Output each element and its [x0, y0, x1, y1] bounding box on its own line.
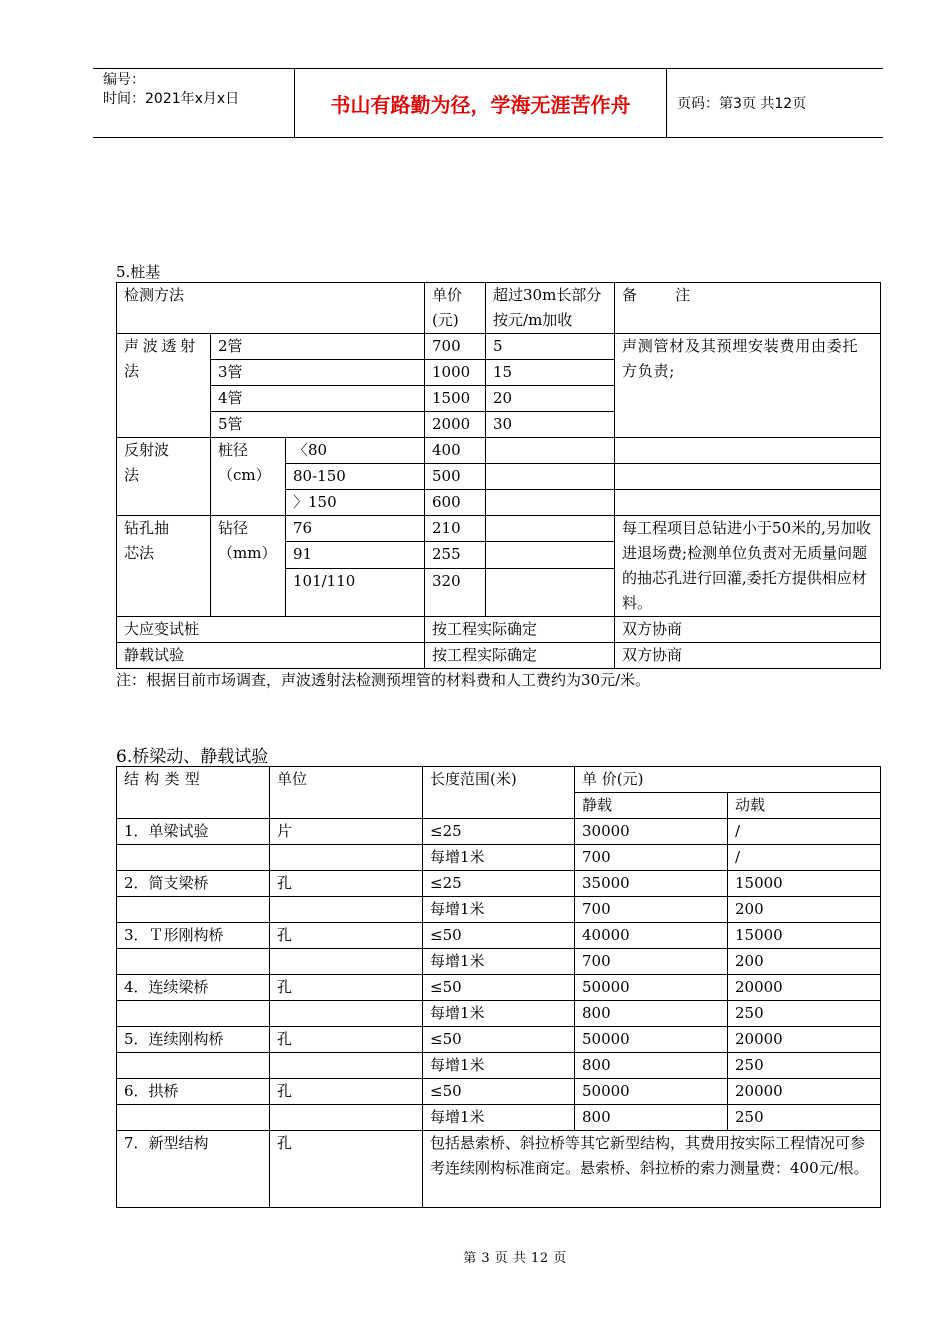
- table-row: [117, 1079, 881, 1105]
- core-price: 320: [425, 568, 486, 617]
- reflect-range: 〈80: [286, 438, 425, 464]
- core-range: 91: [286, 542, 425, 568]
- head-dynamic: 动载: [728, 793, 881, 819]
- head-price: 单价(元): [425, 283, 486, 334]
- table-row: [117, 334, 881, 360]
- reflect-extra: [486, 490, 615, 516]
- table-row: [117, 1053, 881, 1079]
- row-length: 每增1米: [423, 1053, 575, 1079]
- row-unit: [270, 949, 423, 975]
- sonic-sub: 4管: [211, 386, 425, 412]
- sonic-sub: 3管: [211, 360, 425, 386]
- row-static: 800: [575, 1105, 728, 1131]
- sonic-extra: 15: [486, 360, 615, 386]
- new-type-desc: 包括悬索桥、斜拉桥等其它新型结构，其费用按实际工程情况可参考连续刚构标准商定。悬索桥、斜拉桥的索力测量费：400元/根。: [423, 1131, 881, 1208]
- static-load-remark: 双方协商: [615, 643, 881, 669]
- row-dynamic: 20000: [728, 1027, 881, 1053]
- row-static: 700: [575, 897, 728, 923]
- sonic-price: 700: [425, 334, 486, 360]
- head-extra: 超过30m长部分按元/m加收: [486, 283, 615, 334]
- head-length: 长度范围(米): [423, 767, 575, 819]
- big-strain-remark: 双方协商: [615, 617, 881, 643]
- row-unit: 片: [270, 819, 423, 845]
- row-length: 每增1米: [423, 1105, 575, 1131]
- reflect-name: 反射波法: [117, 438, 211, 516]
- table-row: [117, 923, 881, 949]
- sonic-sub: 2管: [211, 334, 425, 360]
- core-price: 210: [425, 516, 486, 542]
- row-unit: 孔: [270, 1027, 423, 1053]
- row-type: [117, 897, 270, 923]
- table-row: [117, 897, 881, 923]
- row-unit: [270, 1001, 423, 1027]
- row-dynamic: 250: [728, 1105, 881, 1131]
- row-type: [117, 845, 270, 871]
- row-length: 每增1米: [423, 1001, 575, 1027]
- row-dynamic: 250: [728, 1053, 881, 1079]
- table-row: [117, 871, 881, 897]
- row-type: 3．Ｔ形刚构桥: [117, 923, 270, 949]
- reflect-remark: [615, 464, 881, 490]
- row-static: 50000: [575, 1079, 728, 1105]
- table-row: [117, 1105, 881, 1131]
- sonic-price: 1500: [425, 386, 486, 412]
- row-unit: [270, 845, 423, 871]
- row-dynamic: /: [728, 845, 881, 871]
- page-header: [93, 68, 883, 138]
- row-static: 50000: [575, 1027, 728, 1053]
- row-length: ≤50: [423, 923, 575, 949]
- new-type-unit: 孔: [270, 1131, 423, 1208]
- table-row: [117, 643, 881, 669]
- reflect-extra: [486, 464, 615, 490]
- row-length: ≤25: [423, 819, 575, 845]
- row-unit: [270, 1053, 423, 1079]
- row-unit: 孔: [270, 871, 423, 897]
- row-static: 40000: [575, 923, 728, 949]
- row-length: ≤50: [423, 975, 575, 1001]
- row-static: 35000: [575, 871, 728, 897]
- row-length: ≤50: [423, 1079, 575, 1105]
- sonic-extra: 30: [486, 412, 615, 438]
- core-param: 钻径（mm）: [211, 516, 286, 617]
- reflect-range: 80-150: [286, 464, 425, 490]
- row-type: 2．简支梁桥: [117, 871, 270, 897]
- row-length: ≤25: [423, 871, 575, 897]
- row-dynamic: 20000: [728, 975, 881, 1001]
- row-dynamic: /: [728, 819, 881, 845]
- row-static: 700: [575, 845, 728, 871]
- head-method: 检测方法: [117, 283, 425, 334]
- sonic-price: 1000: [425, 360, 486, 386]
- table-row: [117, 283, 881, 334]
- row-unit: [270, 1105, 423, 1131]
- sonic-extra: 5: [486, 334, 615, 360]
- row-static: 30000: [575, 819, 728, 845]
- reflect-extra: [486, 438, 615, 464]
- table-row: [117, 949, 881, 975]
- row-type: [117, 1001, 270, 1027]
- section5-title: 5.桩基: [116, 263, 161, 281]
- new-type-name: 7．新型结构: [117, 1131, 270, 1208]
- row-static: 50000: [575, 975, 728, 1001]
- table-row: [117, 819, 881, 845]
- head-static: 静载: [575, 793, 728, 819]
- header-motto: 书山有路勤为径，学海无涯苦作舟: [295, 69, 667, 137]
- row-unit: 孔: [270, 975, 423, 1001]
- big-strain-name: 大应变试桩: [117, 617, 425, 643]
- row-type: 6．拱桥: [117, 1079, 270, 1105]
- core-name: 钻孔抽芯法: [117, 516, 211, 617]
- big-strain-price: 按工程实际确定: [425, 617, 615, 643]
- reflect-price: 500: [425, 464, 486, 490]
- reflect-range: 〉150: [286, 490, 425, 516]
- core-extra: [486, 542, 615, 568]
- bridge-table: [116, 766, 881, 1208]
- core-remark: 每工程项目总钻进小于50米的,另加收进退场费;检测单位负责对无质量问题的抽芯孔进行回灌,委托方提供相应材料。: [615, 516, 881, 617]
- core-extra: [486, 568, 615, 617]
- row-dynamic: 250: [728, 1001, 881, 1027]
- reflect-param: 桩径（cm）: [211, 438, 286, 516]
- reflect-price: 600: [425, 490, 486, 516]
- core-extra: [486, 516, 615, 542]
- head-unit: 单位: [270, 767, 423, 819]
- static-load-price: 按工程实际确定: [425, 643, 615, 669]
- reflect-price: 400: [425, 438, 486, 464]
- header-meta: [93, 69, 295, 137]
- row-static: 800: [575, 1001, 728, 1027]
- row-dynamic: 200: [728, 949, 881, 975]
- row-type: 1．单梁试验: [117, 819, 270, 845]
- row-static: 700: [575, 949, 728, 975]
- row-static: 800: [575, 1053, 728, 1079]
- time-label: 时间：2021年x月x日: [103, 91, 240, 107]
- table-row: [117, 845, 881, 871]
- reflect-remark: [615, 490, 881, 516]
- sonic-sub: 5管: [211, 412, 425, 438]
- code-label: 编号：: [103, 72, 145, 88]
- table-row: [117, 438, 881, 464]
- table-row: [117, 975, 881, 1001]
- row-type: [117, 1053, 270, 1079]
- reflect-remark: [615, 438, 881, 464]
- head-type: 结构类型: [117, 767, 270, 819]
- row-length: 每增1米: [423, 897, 575, 923]
- table-row: [117, 1001, 881, 1027]
- row-unit: 孔: [270, 923, 423, 949]
- static-load-name: 静载试验: [117, 643, 425, 669]
- row-length: 每增1米: [423, 949, 575, 975]
- row-type: [117, 1105, 270, 1131]
- sonic-price: 2000: [425, 412, 486, 438]
- row-type: 5．连续刚构桥: [117, 1027, 270, 1053]
- row-dynamic: 15000: [728, 871, 881, 897]
- table-row: [117, 1027, 881, 1053]
- header-page-label: 页码：第3页 共12页: [677, 96, 807, 112]
- core-price: 255: [425, 542, 486, 568]
- sonic-name: 声波透射法: [117, 334, 211, 438]
- row-length: ≤50: [423, 1027, 575, 1053]
- head-price: 单 价(元): [575, 767, 881, 793]
- sonic-remark: 声测管材及其预埋安装费用由委托方负责;: [615, 334, 881, 438]
- table-row: [117, 516, 881, 542]
- sonic-extra: 20: [486, 386, 615, 412]
- page-footer: 第 3 页 共 12 页: [463, 1251, 567, 1266]
- table-row: [117, 617, 881, 643]
- row-dynamic: 200: [728, 897, 881, 923]
- table-row: [117, 1131, 881, 1208]
- table-row: [117, 767, 881, 793]
- row-unit: [270, 897, 423, 923]
- core-range: 76: [286, 516, 425, 542]
- row-type: [117, 949, 270, 975]
- head-remark: 备 注: [615, 283, 881, 334]
- core-range: 101/110: [286, 568, 425, 617]
- row-dynamic: 15000: [728, 923, 881, 949]
- row-type: 4．连续梁桥: [117, 975, 270, 1001]
- row-length: 每增1米: [423, 845, 575, 871]
- row-unit: 孔: [270, 1079, 423, 1105]
- section5-note: 注：根据目前市场调查，声波透射法检测预埋管的材料费和人工费约为30元/米。: [116, 671, 651, 689]
- pile-table: [116, 282, 881, 669]
- section6-title: 6.桥梁动、静载试验: [116, 747, 269, 767]
- row-dynamic: 20000: [728, 1079, 881, 1105]
